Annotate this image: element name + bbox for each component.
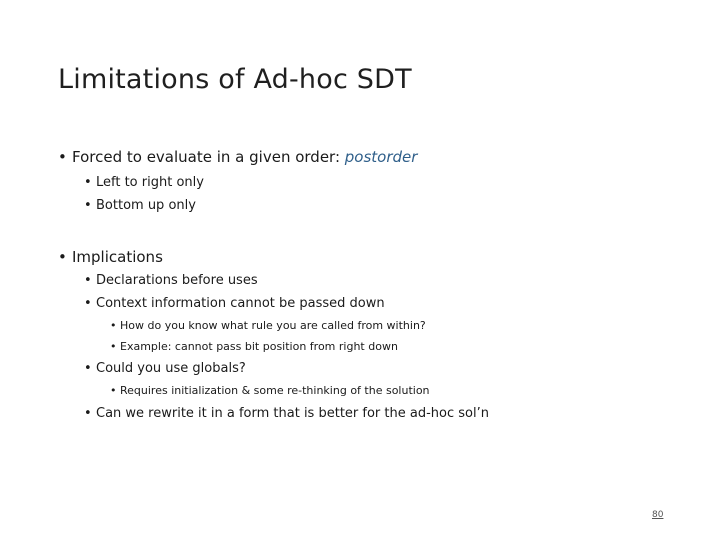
subbullet-rewrite [84,406,489,421]
subsubbullet-initialization [110,384,430,397]
bullet-dot-icon: • [84,361,92,376]
bullet-dot-icon: • [84,273,92,288]
subbullet-left-to-right [84,175,204,190]
subbullet-context-info [84,296,385,311]
subbullet-bottom-up [84,198,196,213]
bullet-dot-icon: • [84,198,92,213]
subbullet-globals [84,361,246,376]
bullet-forced-order [58,148,417,166]
bullet-dot-icon: • [84,406,92,421]
subbullet-declarations [84,273,258,288]
bullet-implications [58,248,163,266]
bullet-text: Declarations before uses [96,273,258,288]
bullet-text: Can we rewrite it in a form that is better for the ad-hoc sol’n [96,406,489,421]
bullet-accent-text: postorder [344,148,418,166]
bullet-text: Forced to evaluate in a given order: [72,148,345,166]
bullet-text: Left to right only [96,175,204,190]
bullet-dot-icon: • [110,384,117,397]
bullet-dot-icon: • [110,319,117,332]
subsubbullet-bit-position [110,340,398,353]
bullet-text: Implications [72,248,163,266]
bullet-text: Bottom up only [96,198,196,213]
bullet-dot-icon: • [58,248,67,266]
slide-title: Limitations of Ad-hoc SDT [58,64,412,95]
bullet-text: Requires initialization & some re-thinking of the solution [120,384,430,397]
bullet-dot-icon: • [110,340,117,353]
subsubbullet-rule-called [110,319,426,332]
bullet-dot-icon: • [58,148,67,166]
bullet-dot-icon: • [84,175,92,190]
bullet-text: How do you know what rule you are called from within? [120,319,426,332]
bullet-text: Could you use globals? [96,361,246,376]
bullet-text: Example: cannot pass bit position from right down [120,340,398,353]
page-number: 80 [652,510,664,520]
bullet-dot-icon: • [84,296,92,311]
bullet-text: Context information cannot be passed down [96,296,385,311]
